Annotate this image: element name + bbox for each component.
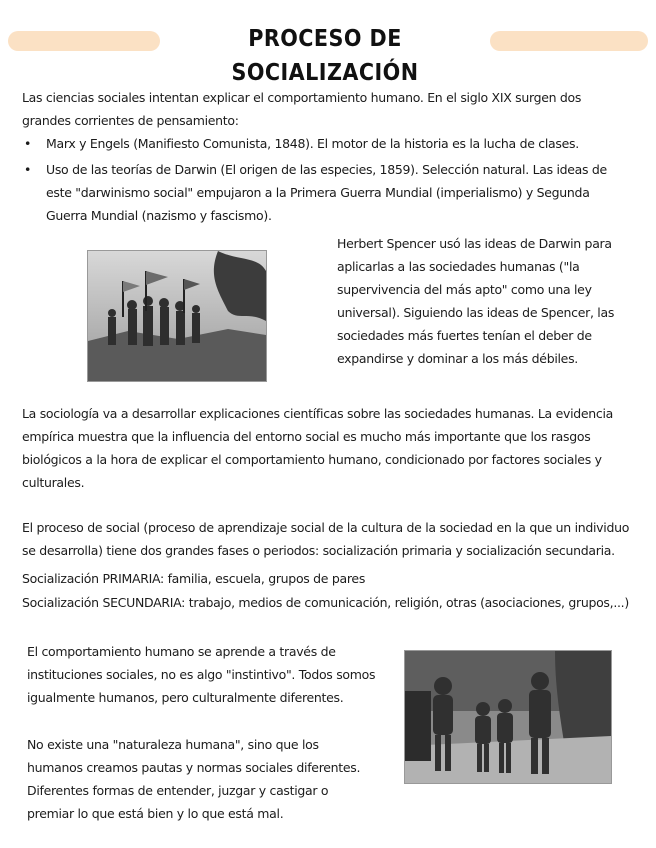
bullet-dot: •: [24, 162, 32, 177]
bullet-item-darwin: [22, 158, 622, 227]
family-walking-photo: [404, 650, 612, 784]
bullet-item-marx: [22, 132, 622, 155]
bullet-text: Marx y Engels (Manifiesto Comunista, 1848). El motor de la historia es la lucha de clases.: [46, 136, 579, 151]
spencer-paragraph: Herbert Spencer usó las ideas de Darwin para aplicarlas a las sociedades humanas ("la supervivencia del más apto" como una ley universal). Siguiendo las ideas de Spencer, las sociedades más fuertes tenían el deber de expandirse y dominar a los más débiles.: [337, 236, 615, 366]
intro-paragraph: Las ciencias sociales intentan explicar el comportamiento humano. En el siglo XIX surgen dos grandes corrientes de pensamiento:: [22, 90, 582, 128]
title-decoration-left: [8, 31, 160, 51]
secondary-socialization-line: Socialización SECUNDARIA: trabajo, medios de comunicación, religión, otras (asociaciones, grupos,...): [22, 595, 629, 610]
bullet-dot: •: [24, 136, 32, 151]
sociology-paragraph: La sociología va a desarrollar explicaciones científicas sobre las sociedades humanas. La evidencia empírica muestra que la influencia del entorno social es mucho más importante que los rasgos biológicos a la hora de explicar el comportamiento humano, condicionado por factores sociales y culturales.: [22, 406, 613, 490]
socialization-process-paragraph: El proceso de social (proceso de aprendizaje social de la cultura de la sociedad en la que un individuo se desarrolla) tiene dos grandes fases o periodos: socialización primaria y socialización secundaria.: [22, 520, 630, 558]
bullet-list: [22, 132, 622, 230]
historical-painting-image: [87, 250, 267, 382]
bullet-text: Uso de las teorías de Darwin (El origen de las especies, 1859). Selección natural. Las ideas de este "darwinismo social" empujaron a la Primera Guerra Mundial (imperialismo) y Segunda Guerra Mundial (nazismo y fascismo).: [46, 162, 607, 223]
human-nature-paragraph: No existe una "naturaleza humana", sino que los humanos creamos pautas y normas sociales diferentes. Diferentes formas de entender, juzgar y castigar o premiar lo que está bien y lo que está mal.: [27, 737, 361, 821]
page-title: PROCESO DE SOCIALIZACIÓN: [231, 26, 419, 86]
primary-socialization-line: Socialización PRIMARIA: familia, escuela, grupos de pares: [22, 571, 366, 586]
behavior-paragraph: El comportamiento humano se aprende a través de instituciones sociales, no es algo "instintivo". Todos somos igualmente humanos, pero culturalmente diferentes.: [27, 644, 376, 705]
title-decoration-right: [490, 31, 648, 51]
